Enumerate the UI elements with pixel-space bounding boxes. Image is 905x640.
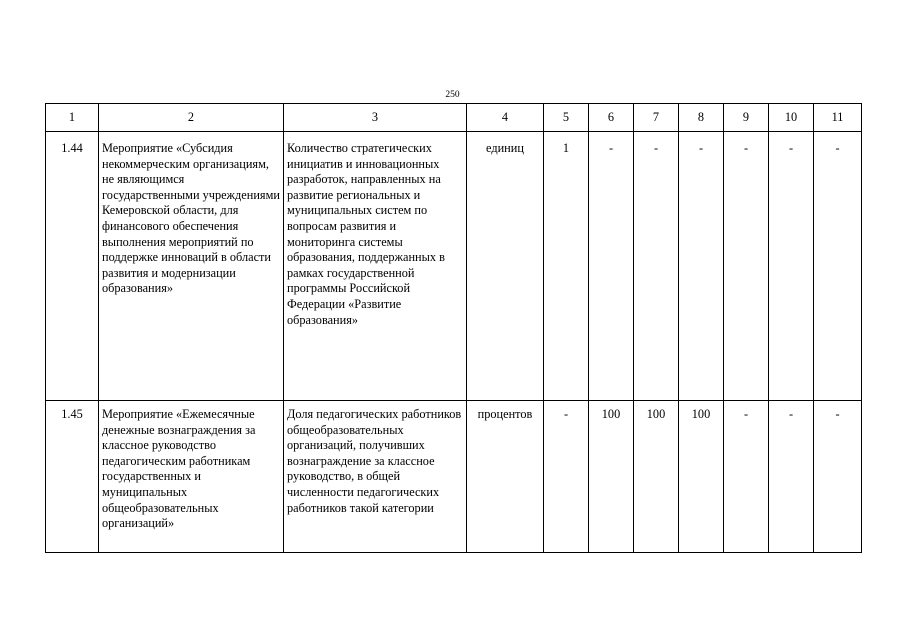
unit-cell: процентов [467, 401, 544, 553]
page-number: 250 [445, 90, 460, 100]
column-header: 2 [99, 104, 284, 132]
indicator-description: Доля педагогических работников общеобразовательных организаций, получивших вознаграждение за классное руководство, в общей численности педагогических работников такой категории [284, 401, 467, 553]
row-number: 1.45 [46, 401, 99, 553]
value-cell: - [724, 401, 769, 553]
unit-cell: единиц [467, 132, 544, 401]
column-header: 9 [724, 104, 769, 132]
column-header: 7 [634, 104, 679, 132]
indicator-description: Количество стратегических инициатив и инновационных разработок, направленных на развитие региональных и муниципальных систем по вопросам развития и мониторинга системы образования, поддержанных в рамках государственной программы Российской Федерации «Развитие образования» [284, 132, 467, 401]
value-cell: - [769, 132, 814, 401]
column-header: 5 [544, 104, 589, 132]
event-description: Мероприятие «Субсидия некоммерческим организациям, не являющимся государственными учреждениями Кемеровской области, для финансового обеспечения выполнения мероприятий по поддержке инноваций в области развития и модернизации образования» [99, 132, 284, 401]
table-row [46, 132, 862, 401]
column-header: 8 [679, 104, 724, 132]
value-cell: 1 [544, 132, 589, 401]
row-number: 1.44 [46, 132, 99, 401]
value-cell: - [814, 132, 862, 401]
value-cell: 100 [634, 401, 679, 553]
value-cell: - [679, 132, 724, 401]
table-row [46, 401, 862, 553]
value-cell: - [769, 401, 814, 553]
value-cell: - [814, 401, 862, 553]
value-cell: - [724, 132, 769, 401]
table-header-row [46, 104, 862, 132]
column-header: 4 [467, 104, 544, 132]
event-description: Мероприятие «Ежемесячные денежные вознаграждения за классное руководство педагогическим работникам государственных и муниципальных общеобразовательных организаций» [99, 401, 284, 553]
value-cell: - [634, 132, 679, 401]
column-header: 1 [46, 104, 99, 132]
column-header: 3 [284, 104, 467, 132]
column-header: 11 [814, 104, 862, 132]
value-cell: - [544, 401, 589, 553]
indicators-table [45, 103, 862, 553]
value-cell: 100 [589, 401, 634, 553]
column-header: 6 [589, 104, 634, 132]
column-header: 10 [769, 104, 814, 132]
value-cell: - [589, 132, 634, 401]
value-cell: 100 [679, 401, 724, 553]
